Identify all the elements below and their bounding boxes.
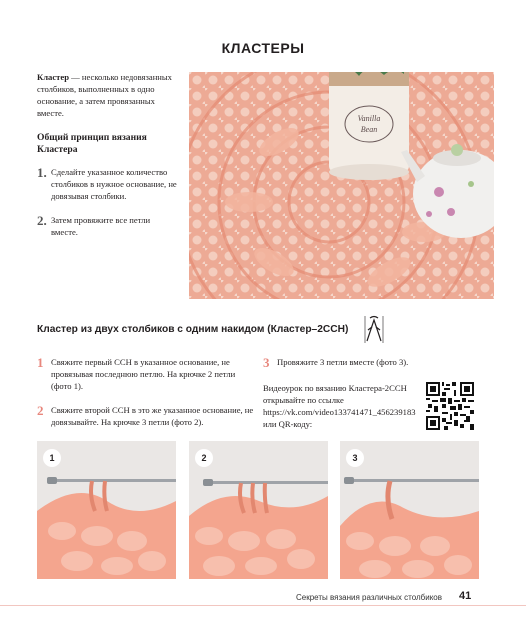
doily-photo-illustration: [189, 72, 494, 299]
cup-text-line2: Bean: [360, 125, 378, 134]
intro-definition-text: — несколько недовязанных столбиков, выполненных в одно основание, а затем провязанных вместе.: [37, 72, 172, 118]
footer-divider: [0, 605, 526, 606]
step-text: Свяжите первый ССН в указанное основание, не провязывая последнюю петлю. На крючке 2 петли (фото 1).: [51, 357, 236, 391]
photo-number-badge: 2: [195, 449, 213, 467]
page-number: 41: [459, 590, 472, 602]
general-step-text: Затем провяжите все петли вместе.: [51, 215, 151, 237]
step-photo-3: [340, 441, 479, 579]
page-title: КЛАСТЕРЫ: [221, 40, 305, 56]
step-photo-2: [189, 441, 328, 579]
step-text: Свяжите второй ССН в это же указанное основание, не довязывайте. На крючке 3 петли (фото 2).: [51, 405, 254, 427]
step-photo-1: [37, 441, 176, 579]
intro-term: Кластер: [37, 72, 69, 82]
running-title: Секреты вязания различных столбиков: [296, 593, 442, 602]
video-link-text[interactable]: Видеоурок по вязанию Кластера-2ССН открывайте по ссылке https://vk.com/video133741471_456239183 или QR-коду:: [263, 383, 416, 429]
general-step-text: Сделайте указанное количество столбиков в нужное основание, не довязывая столбики.: [51, 167, 177, 201]
cup-text-line1: Vanilla: [357, 114, 381, 123]
step-2: [37, 404, 257, 428]
step-text: Провяжите 3 петли вместе (фото 3).: [277, 357, 409, 367]
photo-number-badge: 3: [346, 449, 364, 467]
cluster-symbol-icon: [364, 314, 384, 344]
step-number: 1: [37, 355, 44, 370]
section-heading: Кластер из двух столбиков с одним накидом (Кластер–2ССН): [37, 324, 349, 335]
photo-number-badge: 1: [43, 449, 61, 467]
step-3: [263, 356, 483, 369]
step-number: 3: [263, 355, 270, 370]
intro-definition: [37, 71, 177, 119]
general-step: [37, 214, 177, 238]
step-number: 2: [37, 403, 44, 418]
qr-code[interactable]: [426, 382, 474, 430]
step-1: [37, 356, 257, 392]
general-step-number: 1.: [37, 165, 47, 180]
doily-photo: [189, 72, 494, 299]
general-step-number: 2.: [37, 213, 47, 228]
principle-heading: Общий принцип вязания Кластера: [37, 132, 147, 155]
general-step: [37, 166, 177, 202]
